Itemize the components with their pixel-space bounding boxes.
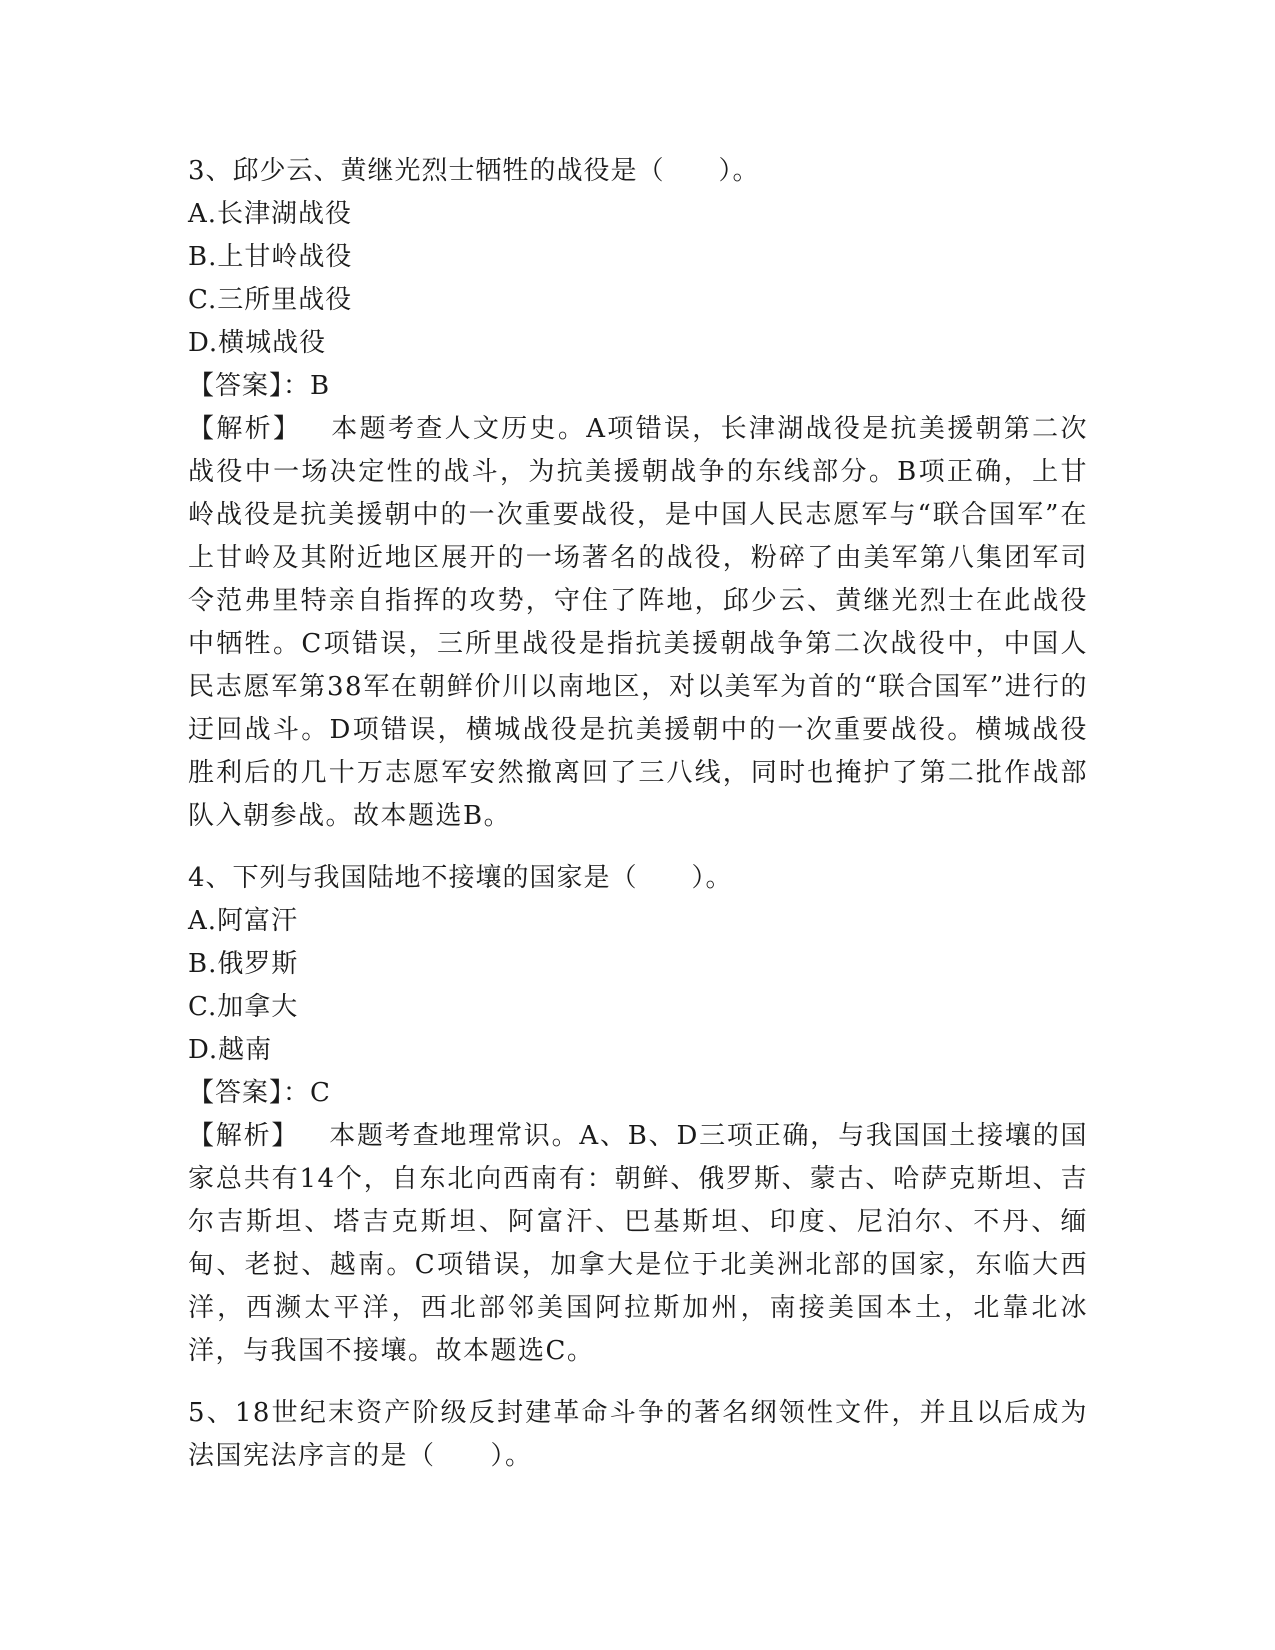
- option-c: C.加拿大: [188, 992, 299, 1022]
- option-c: C.三所里战役: [188, 285, 353, 315]
- answer-line: 【答案】：C: [188, 1078, 331, 1108]
- answer-line: 【答案】：B: [188, 371, 331, 401]
- analysis-text: 本题考查人文历史。A项错误，长津湖战役是抗美援朝第二次战役中一场决定性的战斗，为抗美援朝战争的东线部分。B项正确，上甘岭战役是抗美援朝中的一次重要战役，是中国人民志愿军与“联合国军”在上甘岭及其附近地区展开的一场著名的战役，粉碎了由美军第八集团军司令范弗里特亲自指挥的攻势，守住了阵地，邱少云、黄继光烈士在此战役中牺牲。C项错误，三所里战役是指抗美援朝战争第二次战役中，中国人民志愿军第38军在朝鲜价川以南地区，对以美军为首的“联合国军”进行的迂回战斗。D项错误，横城战役是抗美援朝中的一次重要战役。横城战役胜利后的几十万志愿军安然撤离回了三八线，同时也掩护了第二批作战部队入朝参战。故本题选B。: [188, 414, 1088, 831]
- question-stem: 5、18世纪末资产阶级反封建革命斗争的著名纲领性文件，并且以后成为法国宪法序言的是（ ）。: [188, 1398, 1088, 1471]
- analysis-tag: 【解析】: [188, 1121, 300, 1151]
- question-5: [188, 1392, 1088, 1478]
- option-b: B.俄罗斯: [188, 949, 299, 979]
- option-d: D.横城战役: [188, 328, 327, 358]
- question-stem: 4、下列与我国陆地不接壤的国家是（ ）。: [188, 863, 733, 893]
- analysis-text: 本题考查地理常识。A、B、D三项正确，与我国国土接壤的国家总共有14个，自东北向西南有：朝鲜、俄罗斯、蒙古、哈萨克斯坦、吉尔吉斯坦、塔吉克斯坦、阿富汗、巴基斯坦、印度、尼泊尔、不丹、缅甸、老挝、越南。C项错误，加拿大是位于北美洲北部的国家，东临大西洋，西濒太平洋，西北部邻美国阿拉斯加州，南接美国本土，北靠北冰洋，与我国不接壤。故本题选C。: [188, 1121, 1088, 1366]
- analysis-paragraph: [188, 1115, 1088, 1373]
- option-a: A.阿富汗: [188, 906, 299, 936]
- question-stem: 3、邱少云、黄继光烈士牺牲的战役是（ ）。: [188, 156, 760, 186]
- analysis-tag: 【解析】: [188, 414, 302, 444]
- option-a: A.长津湖战役: [188, 199, 353, 229]
- question-3: [188, 150, 1088, 838]
- analysis-paragraph: [188, 408, 1088, 838]
- page-content: [188, 150, 1088, 1478]
- option-d: D.越南: [188, 1035, 273, 1065]
- question-4: [188, 857, 1088, 1373]
- option-b: B.上甘岭战役: [188, 242, 353, 272]
